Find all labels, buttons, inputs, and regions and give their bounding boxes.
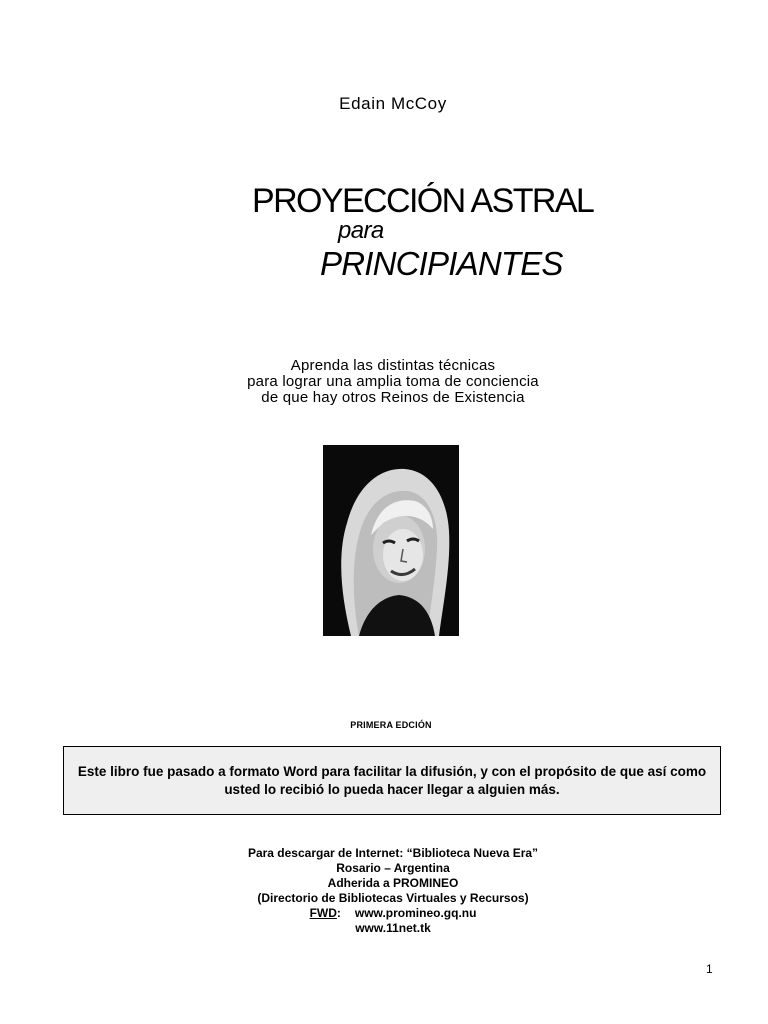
fwd-label: FWD	[309, 906, 337, 920]
credits-location-line: Rosario – Argentina	[336, 861, 450, 875]
edition-label: PRIMERA EDCIÓN	[350, 720, 432, 730]
author-name: Edain McCoy	[339, 94, 447, 113]
fwd-separator: :	[336, 906, 341, 920]
credits-directory-line: (Directorio de Bibliotecas Virtuales y Recursos)	[257, 891, 529, 905]
credits-fwd-line	[0, 906, 768, 921]
tagline	[0, 358, 768, 406]
tagline-line: para lograr una amplia toma de conciencia	[247, 373, 539, 390]
book-subtitle: PRINCIPIANTES	[320, 245, 563, 282]
page-number: 1	[706, 962, 713, 976]
credits-website-link[interactable]: www.11net.tk	[355, 921, 431, 935]
book-title: PROYECCIÓN ASTRAL	[252, 182, 594, 220]
tagline-line: Aprenda las distintas técnicas	[290, 357, 496, 374]
author-photo	[323, 445, 459, 636]
fwd-url-link[interactable]: www.promineo.gq.nu	[354, 906, 477, 920]
credits-block	[0, 846, 768, 936]
credits-download-line: Para descargar de Internet: “Biblioteca Nueva Era”	[247, 846, 539, 860]
notice-text: Este libro fue pasado a formato Word para facilitar la difusión, y con el propósito de que así como usted lo recibió lo pueda hacer llegar a alguien más.	[77, 763, 707, 797]
book-title-connector: para	[338, 217, 384, 244]
tagline-line: de que hay otros Reinos de Existencia	[261, 389, 525, 406]
credits-affiliation-line: Adherida a PROMINEO	[327, 876, 459, 890]
notice-box	[63, 746, 721, 815]
